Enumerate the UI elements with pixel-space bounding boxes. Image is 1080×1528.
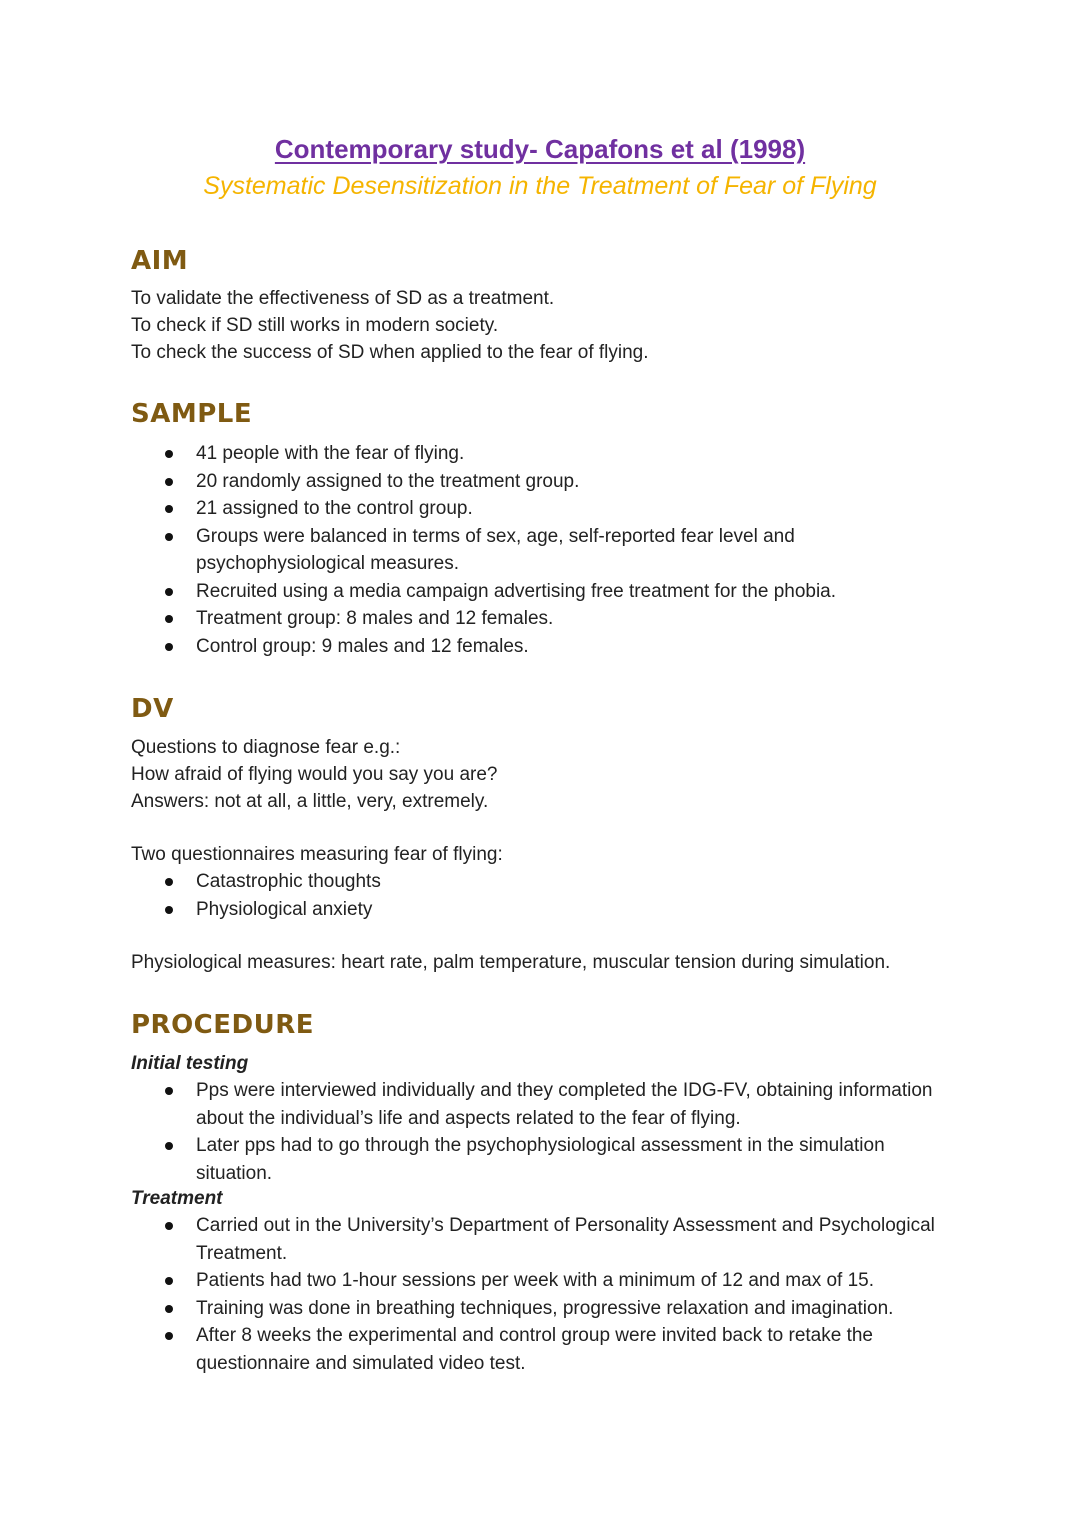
list-item: Patients had two 1-hour sessions per week with a minimum of 12 and max of 15. xyxy=(0,1267,956,1295)
treatment-list xyxy=(0,1212,956,1377)
aim-line: To check the success of SD when applied to the fear of flying. xyxy=(131,342,649,363)
procedure-heading: PROCEDURE xyxy=(131,1010,314,1040)
list-item: After 8 weeks the experimental and control group were invited back to retake the questionnaire and simulated video test. xyxy=(0,1322,956,1377)
list-item: Groups were balanced in terms of sex, age, self-reported fear level and psychophysiological measures. xyxy=(0,523,956,578)
dv-heading: DV xyxy=(131,694,174,724)
physiological-measures: Physiological measures: heart rate, palm temperature, muscular tension during simulation. xyxy=(131,952,891,973)
document-subtitle: Systematic Desensitization in the Treatment of Fear of Flying xyxy=(203,172,877,200)
list-item: Treatment group: 8 males and 12 females. xyxy=(0,605,956,633)
aim-heading: AIM xyxy=(131,246,189,276)
list-item: Later pps had to go through the psychophysiological assessment in the simulation situation. xyxy=(0,1132,956,1187)
list-item: Training was done in breathing techniques, progressive relaxation and imagination. xyxy=(0,1295,956,1323)
initial-testing-list xyxy=(0,1077,956,1187)
list-item: Recruited using a media campaign advertising free treatment for the phobia. xyxy=(0,578,956,606)
list-item: Catastrophic thoughts xyxy=(0,868,956,896)
sample-list xyxy=(0,440,956,660)
list-item: Control group: 9 males and 12 females. xyxy=(0,633,956,661)
list-item: Physiological anxiety xyxy=(0,896,956,924)
list-item: Carried out in the University’s Department of Personality Assessment and Psychological Treatment. xyxy=(0,1212,956,1267)
dv-line: Answers: not at all, a little, very, extremely. xyxy=(131,791,489,812)
list-item: 21 assigned to the control group. xyxy=(0,495,956,523)
dv-intro xyxy=(131,734,497,815)
treatment-label: Treatment xyxy=(131,1188,223,1209)
list-item: 20 randomly assigned to the treatment group. xyxy=(0,468,956,496)
aim-line: To check if SD still works in modern society. xyxy=(131,315,499,336)
questionnaires-list xyxy=(0,868,956,923)
sample-heading: SAMPLE xyxy=(131,399,253,429)
document-title: Contemporary study- Capafons et al (1998) xyxy=(274,134,806,164)
questionnaires-intro: Two questionnaires measuring fear of flying: xyxy=(131,844,503,865)
dv-line: Questions to diagnose fear e.g.: xyxy=(131,737,401,758)
list-item: 41 people with the fear of flying. xyxy=(0,440,956,468)
initial-testing-label: Initial testing xyxy=(131,1053,249,1074)
dv-line: How afraid of flying would you say you are? xyxy=(131,764,498,785)
list-item: Pps were interviewed individually and they completed the IDG-FV, obtaining information about the individual’s life and aspects related to the fear of flying. xyxy=(0,1077,956,1132)
aim-line: To validate the effectiveness of SD as a treatment. xyxy=(131,288,555,309)
aim-section xyxy=(131,285,649,366)
